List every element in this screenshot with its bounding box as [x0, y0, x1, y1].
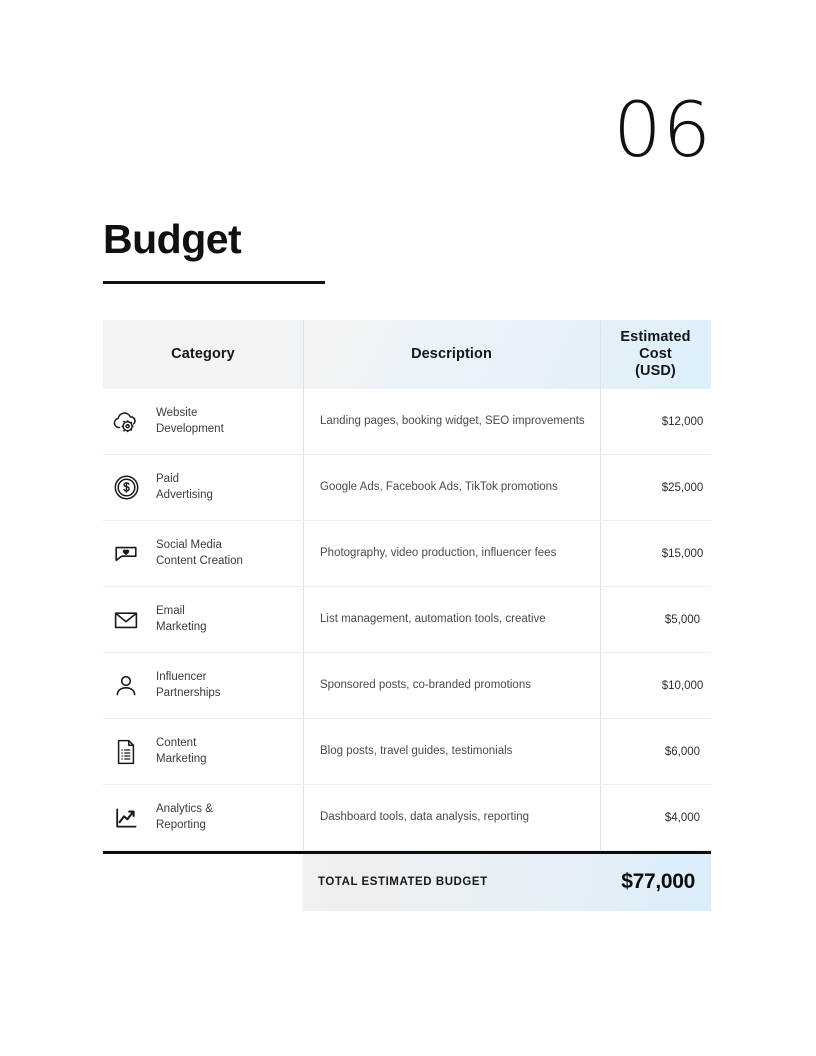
description-text: Sponsored posts, co-branded promotions — [320, 678, 531, 691]
category-label — [156, 670, 221, 701]
cell-cost — [627, 719, 744, 784]
category-label — [156, 406, 224, 437]
category-line2: Partnerships — [156, 686, 221, 699]
total-row-band — [303, 854, 711, 911]
description-text: Blog posts, travel guides, testimonials — [320, 744, 513, 757]
table-row — [103, 719, 711, 785]
category-label — [156, 736, 207, 767]
category-line1: Website — [156, 407, 198, 420]
table-row — [103, 653, 711, 719]
cost-value: $15,000 — [661, 547, 704, 560]
category-label — [156, 538, 243, 569]
growth-chart-icon — [109, 806, 143, 830]
category-line2: Development — [156, 422, 224, 435]
page-title: Budget — [103, 216, 242, 262]
category-line1: Social Media — [156, 539, 222, 552]
description-text: Photography, video production, influencer fees — [320, 546, 557, 559]
total-value: $77,000 — [621, 870, 695, 893]
category-line2: Content Creation — [156, 554, 243, 567]
cell-description — [309, 719, 627, 784]
table-row — [103, 521, 711, 587]
header-cell-category — [103, 320, 303, 389]
table-row — [103, 587, 711, 653]
category-line2: Advertising — [156, 488, 213, 501]
cost-value: $6,000 — [664, 745, 701, 758]
cell-cost — [627, 389, 744, 454]
category-line1: Paid — [156, 473, 180, 486]
table-row — [103, 455, 711, 521]
cloud-gear-icon — [109, 409, 143, 435]
category-line2: Marketing — [156, 620, 207, 633]
cell-cost — [627, 587, 744, 652]
cost-value: $12,000 — [661, 415, 704, 428]
cell-cost — [627, 521, 744, 586]
cell-cost — [627, 653, 744, 718]
table-row — [103, 389, 711, 455]
cell-category — [103, 719, 309, 784]
category-line1: Email — [156, 605, 185, 618]
description-text: Dashboard tools, data analysis, reporting — [320, 810, 530, 823]
cell-category — [103, 389, 309, 454]
cell-cost — [627, 455, 744, 520]
category-label — [156, 604, 207, 635]
cell-description — [309, 785, 627, 850]
cell-cost — [627, 785, 744, 850]
category-line2: Marketing — [156, 752, 207, 765]
budget-table — [103, 320, 711, 911]
cell-description — [309, 653, 627, 718]
section-number: 06 — [613, 85, 712, 174]
total-label: TOTAL ESTIMATED BUDGET — [318, 876, 488, 888]
cost-value: $25,000 — [661, 481, 704, 494]
category-line1: Analytics & — [156, 803, 213, 816]
cell-category — [103, 587, 309, 652]
category-line1: Content — [156, 737, 197, 750]
cell-description — [309, 389, 627, 454]
cell-description — [309, 521, 627, 586]
header-label-cost — [620, 329, 690, 380]
category-label — [156, 472, 213, 503]
dollar-coin-icon — [109, 474, 143, 501]
category-line1: Influencer — [156, 671, 207, 684]
cell-category — [103, 785, 309, 850]
category-label — [156, 802, 213, 833]
cell-description — [309, 455, 627, 520]
document-lines-icon — [109, 738, 143, 766]
header-label-category: Category — [171, 345, 235, 362]
cell-description — [309, 587, 627, 652]
header-label-cost-line2: Cost — [639, 345, 672, 362]
category-line2: Reporting — [156, 818, 206, 831]
cost-value: $4,000 — [664, 811, 701, 824]
cost-value: $5,000 — [664, 613, 701, 626]
header-label-cost-line1: Estimated — [620, 328, 691, 345]
table-header-row — [103, 320, 711, 389]
header-cell-cost — [600, 320, 711, 389]
chat-heart-icon — [109, 543, 143, 565]
description-text: Google Ads, Facebook Ads, TikTok promotions — [320, 480, 558, 493]
title-underline — [103, 281, 325, 284]
cell-category — [103, 455, 309, 520]
table-row — [103, 785, 711, 851]
envelope-icon — [109, 609, 143, 631]
title-block — [103, 218, 433, 284]
header-label-description: Description — [411, 345, 492, 362]
person-icon — [109, 673, 143, 699]
description-text: List management, automation tools, creative — [320, 612, 546, 625]
description-text: Landing pages, booking widget, SEO improvements — [320, 414, 585, 427]
cell-category — [103, 653, 309, 718]
total-row — [103, 854, 711, 911]
header-cell-description — [303, 320, 600, 389]
total-row-spacer — [103, 854, 303, 911]
cost-value: $10,000 — [661, 679, 704, 692]
cell-category — [103, 521, 309, 586]
header-label-cost-line3: (USD) — [635, 363, 676, 380]
